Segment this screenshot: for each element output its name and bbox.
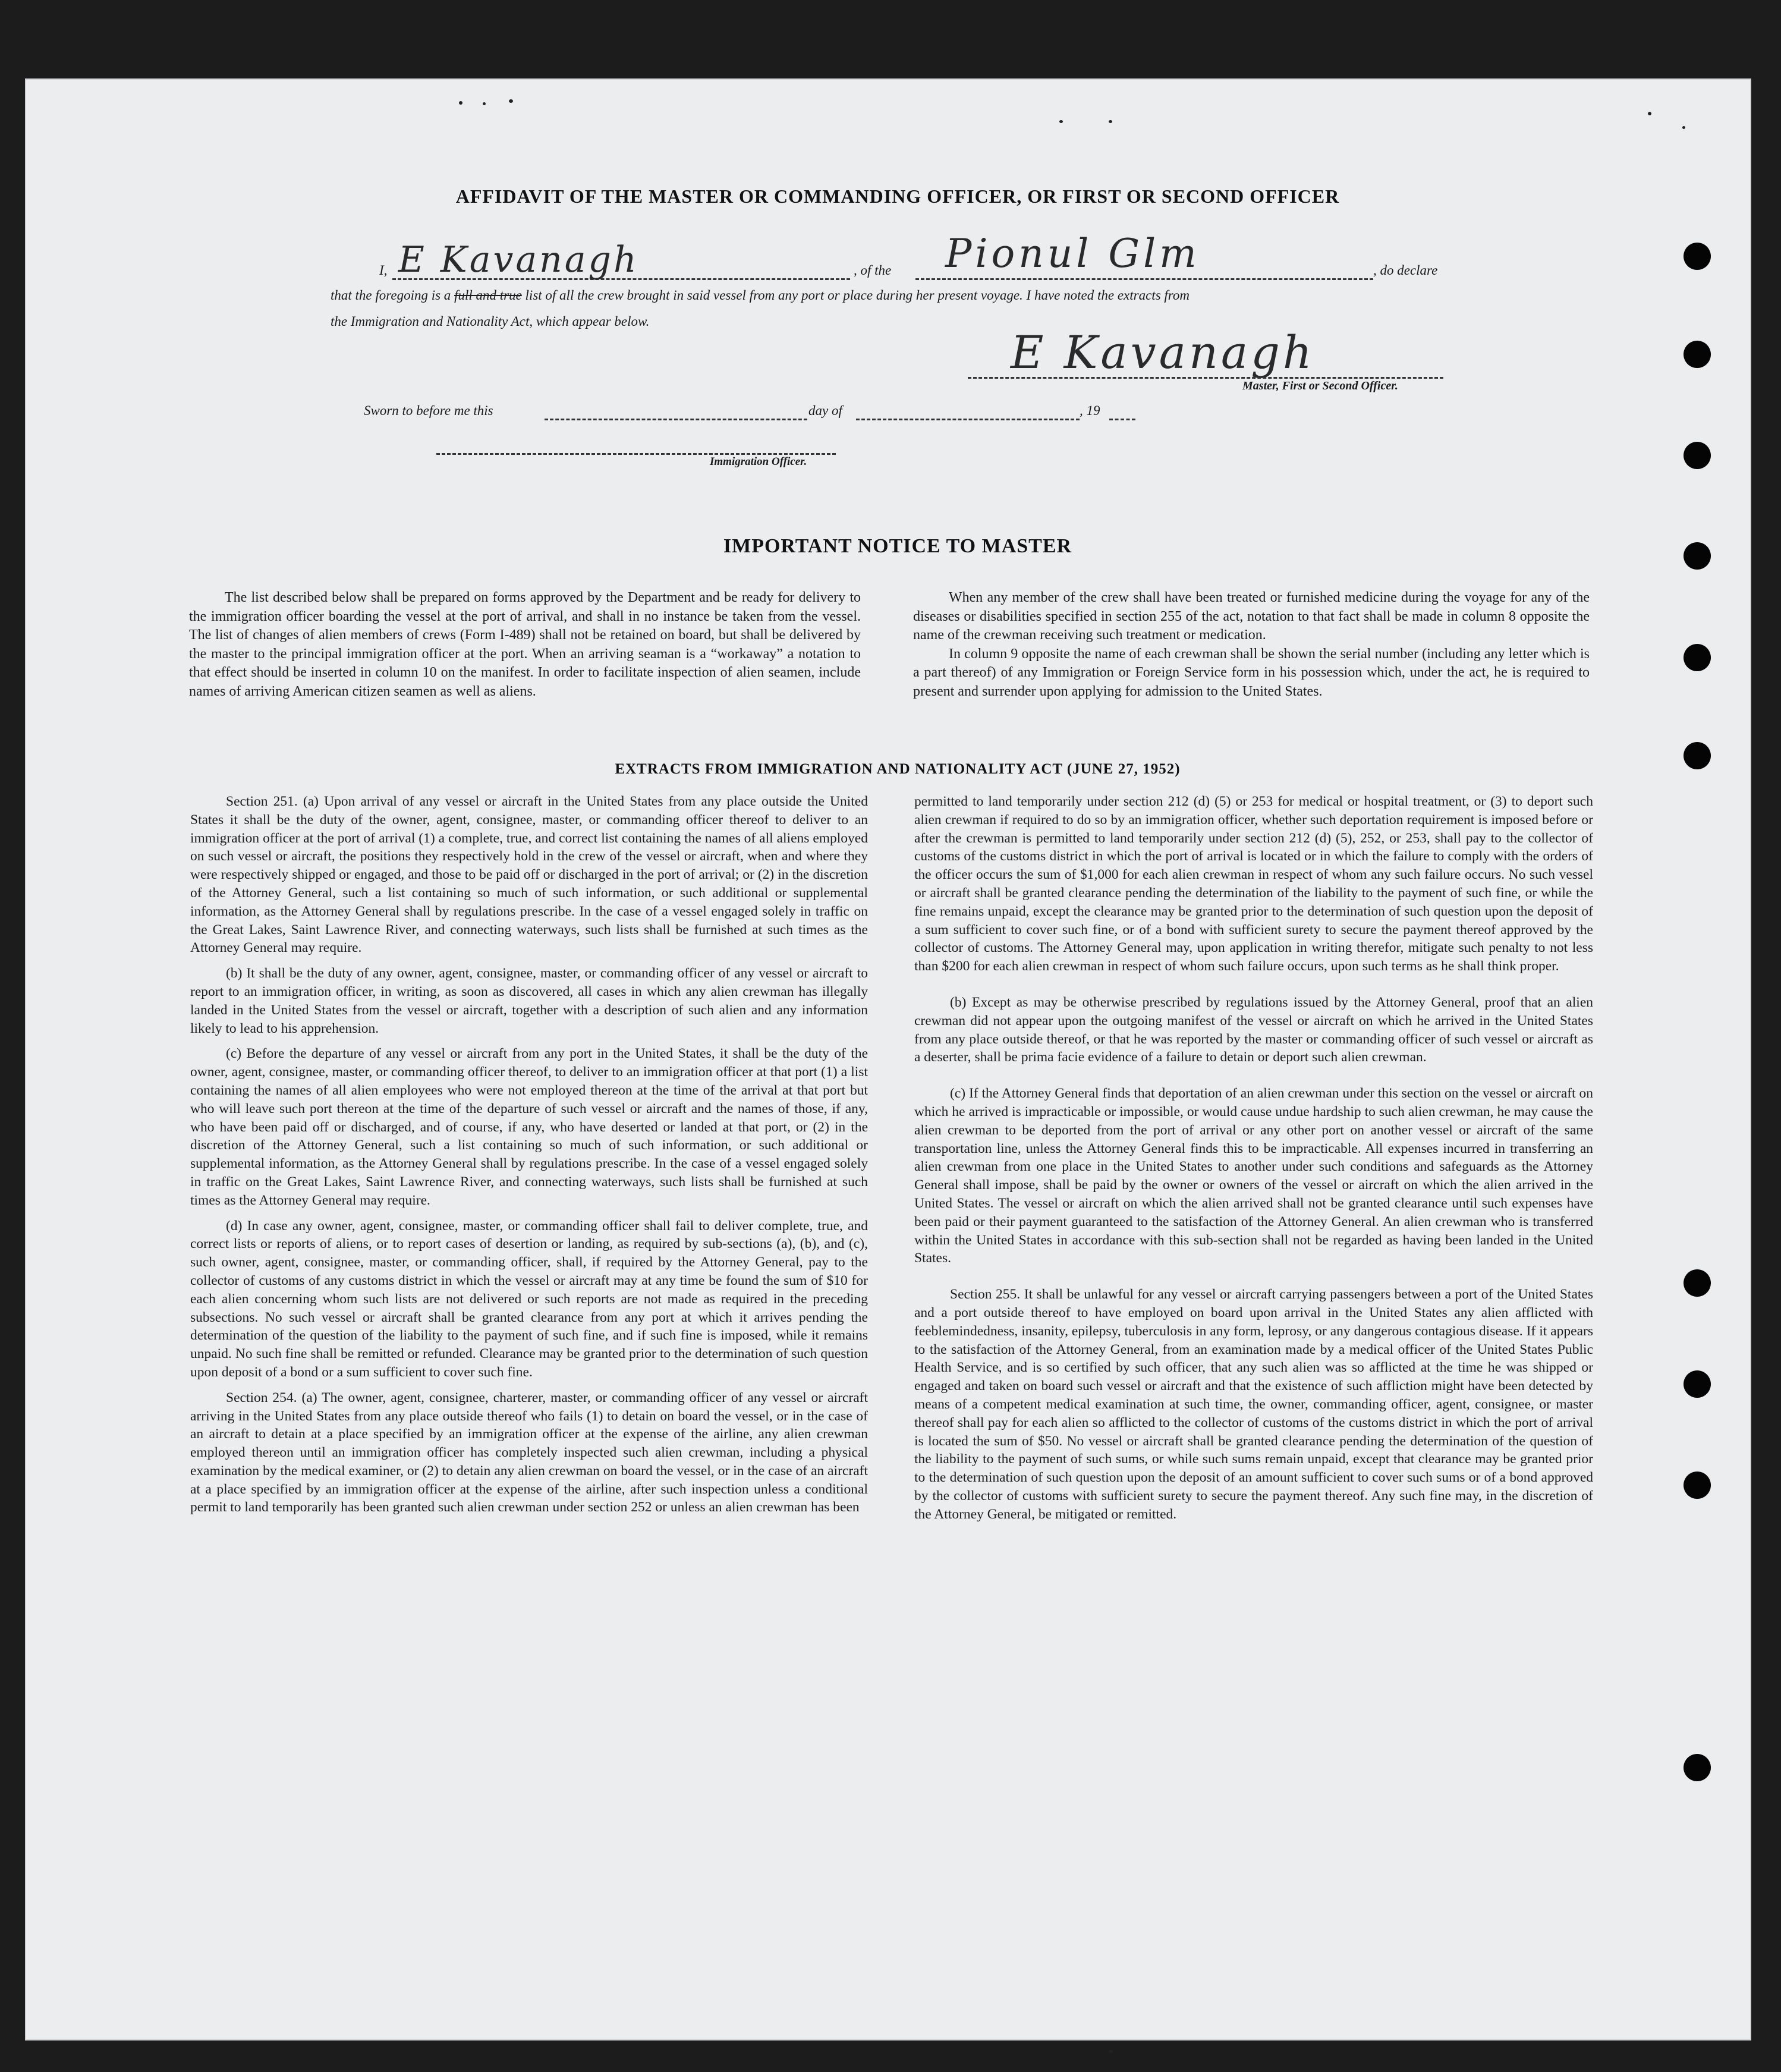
binder-hole — [1684, 742, 1711, 769]
binder-hole — [1684, 442, 1711, 469]
binder-hole — [1684, 341, 1711, 368]
notice-right-column — [913, 589, 1590, 708]
act-paragraph: (b) Except as may be otherwise prescribed by regulations issued by the Attorney General, proof that an alien crewman did not appear upon the outgoing manifest of the vessel or aircraft on which he arrived in the United States from any place outside thereof, or that he was reported by the master or commanding officer of such vessel or aircraft as a deserter, shall be prima facie evidence of a failure to detain or deport such alien crewman. — [914, 994, 1593, 1065]
notice-paragraph: The list described below shall be prepared on forms approved by the Department and be ready for delivery to the immigration officer boarding the vessel at the port of arrival, and shall in no instance be taken from the vessel. The list of changes of alien members of crews (Form I-489) shall not be retained on board, but shall be delivered by the master to the principal immigration officer at the port. When an arriving seaman is a “workaway” a notation to that effect should be inserted in column 10 on the manifest. In order to facilitate inspection of alien seamen, include names of arriving American citizen seamen as well as aliens. — [189, 590, 861, 699]
declaration-text — [331, 288, 1448, 303]
vessel-name-line — [915, 278, 1373, 280]
master-caption: Master, First or Second Officer. — [1242, 379, 1398, 392]
do-declare-label: , do declare — [1373, 263, 1438, 278]
act-paragraph: (d) In case any owner, agent, consignee, master, or commanding officer shall fail to deliver complete, true, and correct lists or reports of aliens, or to report cases of desertion or landing, as required by sub-sections (a), (b), and (c), such owner, agent, consignee, master, or commanding officer, shall, if required by the Attorney General, pay to the collector of customs of any customs district in which the vessel or aircraft may at any time be found the sum of $10 for each alien concerning whom such lists are not delivered or such reports are not made as required in the preceding subsections. No such vessel or aircraft shall be granted clearance from any port at which it arrives pending the determination of the question of the liability to the payment of such fine, and if such fine is imposed, while it remains unpaid. No such fine shall be remitted or refunded. Clearance may be granted prior to the determination of such question upon deposit of a bond or a sum sufficient to cover such fine. — [190, 1218, 868, 1380]
declarant-signature: E Kavanagh — [398, 239, 639, 281]
sworn-year-line — [1109, 419, 1135, 420]
scan-speck — [1109, 2050, 1113, 2053]
binder-hole — [1684, 243, 1711, 270]
act-paragraph: Section 255. It shall be unlawful for any vessel or aircraft carrying passengers between a port of the United States and a port outside thereof to have employed on board upon arrival in the United States any alien afflicted with feeblemindedness, insanity, epilepsy, tuberculosis in any form, leprosy, or any dangerous contagious disease. If it appears to the satisfaction of the Attorney General, from an examination made by a medical officer of the United States Public Health Service, and is so certified by such officer, that any such alien was so afflicted at the time he was shipped or engaged and taken on board such vessel or aircraft and that the existence of such affliction might have been detected by means of a competent medical examination at such time, the owner, commanding officer, agent, consignee, or master thereof shall pay for each alien so afflicted to the collector of customs of the customs district in which the port of arrival is located the sum of $50. No vessel or aircraft shall be granted clearance pending the determination of the question of the liability to the payment of such sums, or while such sums remain unpaid, except that clearance may be granted prior to the determination of such question upon the deposit of an amount sufficient to cover such sums or of a bond approved by the collector of customs with sufficient surety to secure the payment thereof. Any such fine may, in the discretion of the Attorney General, be mitigated or remitted. — [914, 1287, 1593, 1522]
notice-left-column — [189, 589, 861, 708]
act-paragraph: Section 251. (a) Upon arrival of any vessel or aircraft in the United States from any place outside the United States it shall be the duty of the owner, agent, consignee, master, or commanding officer thereof to deliver to an immigration officer at the port of arrival (1) a complete, true, and correct list containing the names of all aliens employed on such vessel or aircraft, the positions they respectively hold in the crew of the vessel or aircraft, when and where they were respectively shipped or engaged, and those to be paid off or discharged in the port of arrival; or (2) in the discretion of the Attorney General, such a list containing so much of such information, or such additional or supplemental information, as the Attorney General shall by regulations prescribe. In the case of a vessel engaged solely in traffic on the Great Lakes, Saint Lawrence River, and connecting waterways, such lists shall be furnished at such times as the Attorney General may require. — [190, 794, 868, 956]
binder-hole — [1684, 1269, 1711, 1297]
declaration-line-2: the Immigration and Nationality Act, which appear below. — [331, 314, 650, 329]
act-paragraph: Section 254. (a) The owner, agent, consignee, charterer, master, or commanding officer of any vessel or aircraft arriving in the United States from any place outside thereof who fails (1) to detain on board the vessel, or in the case of an aircraft to detain at a place specified by an immigration officer at the expense of the airline, any alien crewman employed thereon until an immigration officer has completely inspected such alien crewman, including a physical examination by the medical examiner, or (2) to detain any alien crewman on board the vessel, or in the case of an aircraft at a place specified by an immigration officer at the expense of the airline, after such inspection unless a conditional permit to land temporarily has been granted such alien crewman under section 252 or unless an alien crewman has been — [190, 1389, 868, 1516]
scan-speck — [459, 101, 462, 105]
scan-speck — [1109, 120, 1112, 123]
vessel-name: Pionul Glm — [945, 231, 1200, 276]
binder-hole — [1684, 1370, 1711, 1398]
act-paragraph: (b) It shall be the duty of any owner, agent, consignee, master, or commanding officer of any vessel or aircraft to report to an immigration officer, in writing, as soon as discovered, all cases in which any alien crewman has illegally landed in the United States from the vessel or aircraft, together with a description of such alien and any information likely to lead to his apprehension. — [190, 966, 868, 1036]
sworn-day-line — [545, 419, 807, 420]
notice-paragraph: In column 9 opposite the name of each crewman shall be shown the serial number (including any letter which is a part thereof) of any Immigration or Foreign Service form in his possession which, under the act, he is required to present and surrender upon applying for admission to the United States. — [913, 646, 1590, 699]
scan-speck — [1682, 126, 1685, 129]
extracts-title: EXTRACTS FROM IMMIGRATION AND NATIONALITY ACT (JUNE 27, 1952) — [615, 761, 1181, 777]
binder-hole — [1684, 1472, 1711, 1499]
binder-hole — [1684, 644, 1711, 671]
extracts-left-column — [190, 793, 868, 1524]
day-of-label: day of — [808, 403, 842, 418]
scan-speck — [1059, 120, 1063, 123]
master-signature: E Kavanagh — [1011, 326, 1315, 379]
scan-speck — [509, 99, 513, 103]
declaration-struck: full and true — [454, 288, 522, 303]
notice-title: IMPORTANT NOTICE TO MASTER — [723, 535, 1072, 557]
act-paragraph: permitted to land temporarily under section 212 (d) (5) or 253 for medical or hospital treatment, or (3) to deport such alien crewman if required to do so by an immigration officer, whether such deportation requirement is imposed before or after the crewman is permitted to land temporarily under section 212 (d) (5), 252, or 253, shall pay to the collector of customs of the customs district in which the port of arrival is located or in which the failure to comply with the orders of the officer occurs the sum of $1,000 for each alien crewman in respect of whom any such failure occurs. No such vessel or aircraft shall be granted clearance pending the determination of the liability to the payment of such fine, or while the fine remains unpaid, except the clearance may be granted prior to the determination of such question upon the deposit of a sum sufficient to cover such fine, or of a bond with sufficient surety to secure the payment thereof approved by the collector of customs. The Attorney General may, upon application in writing therefor, mitigate such penalty to not less than $200 for each alien crewman in respect of whom such failure occurs, upon such terms as he shall think proper. — [914, 794, 1593, 974]
immigration-officer-line — [436, 453, 836, 455]
i-label: I, — [379, 263, 388, 278]
master-signature-line — [968, 377, 1443, 379]
binder-hole — [1684, 1754, 1711, 1781]
act-paragraph: (c) If the Attorney General finds that deportation of an alien crewman under this section on the vessel or aircraft on which he arrived is impracticable or impossible, or would cause undue hardship to such alien crewman, he may cause the alien crewman to be deported from the port of arrival or any other port on another vessel or aircraft of the same transportation line, unless the Attorney General finds this to be impracticable. All expenses incurred in transferring an alien crewman from one place in the United States to another under such conditions and safeguards as the Attorney General shall impose, shall be paid by the owner or owners of the vessel or aircraft on which the alien arrived in the United States. The vessel or aircraft on which the alien arrived shall not be granted clearance until such expenses have been paid or their payment guaranteed to the satisfaction of the Attorney General. An alien crewman who is transferred within the United States in accordance with this sub-section shall not be regarded as having been landed in the United States. — [914, 1086, 1593, 1266]
sworn-label: Sworn to before me this — [364, 403, 493, 418]
declaration-start: that the foregoing is a — [331, 288, 451, 303]
officer-caption: Immigration Officer. — [710, 455, 807, 468]
act-paragraph: (c) Before the departure of any vessel or aircraft from any port in the United States, it shall be the duty of the owner, agent, consignee, master, or commanding officer thereof, to deliver to an immigration officer at that port (1) a list containing the names of all alien employees who were not employed thereon at the time of the arrival at that port but who will leave such port thereon at the time of the departure of such vessel or aircraft and the names of those, if any, who have been paid off or discharged, and of course, if any, who have deserted or landed at that port, or (2) in the discretion of the Attorney General, such a list containing so much of such information, or such additional or supplemental information, as the Attorney General shall by regulations prescribe. In the case of a vessel engaged solely in traffic on the Great Lakes, Saint Lawrence River, and connecting waterways, such lists shall be furnished at such times as the Attorney General may require. — [190, 1046, 868, 1208]
affidavit-title: AFFIDAVIT OF THE MASTER OR COMMANDING OFFICER, OR FIRST OR SECOND OFFICER — [455, 185, 1340, 207]
scan-speck — [483, 102, 486, 105]
declaration-rest: list of all the crew brought in said vessel from any port or place during her present voyage. I have noted the extracts from — [525, 288, 1190, 303]
year-label: , 19 — [1080, 403, 1100, 418]
notice-paragraph: When any member of the crew shall have been treated or furnished medicine during the voyage for any of the diseases or disabilities specified in section 255 of the act, notation to that fact shall be made in column 8 opposite the name of the crewman receiving such treatment or medication. — [913, 590, 1590, 643]
extracts-right-column — [914, 793, 1593, 1530]
binder-hole — [1684, 542, 1711, 570]
sworn-month-line — [856, 419, 1080, 420]
scan-speck — [1648, 112, 1651, 115]
of-the-label: , of the — [854, 263, 892, 278]
